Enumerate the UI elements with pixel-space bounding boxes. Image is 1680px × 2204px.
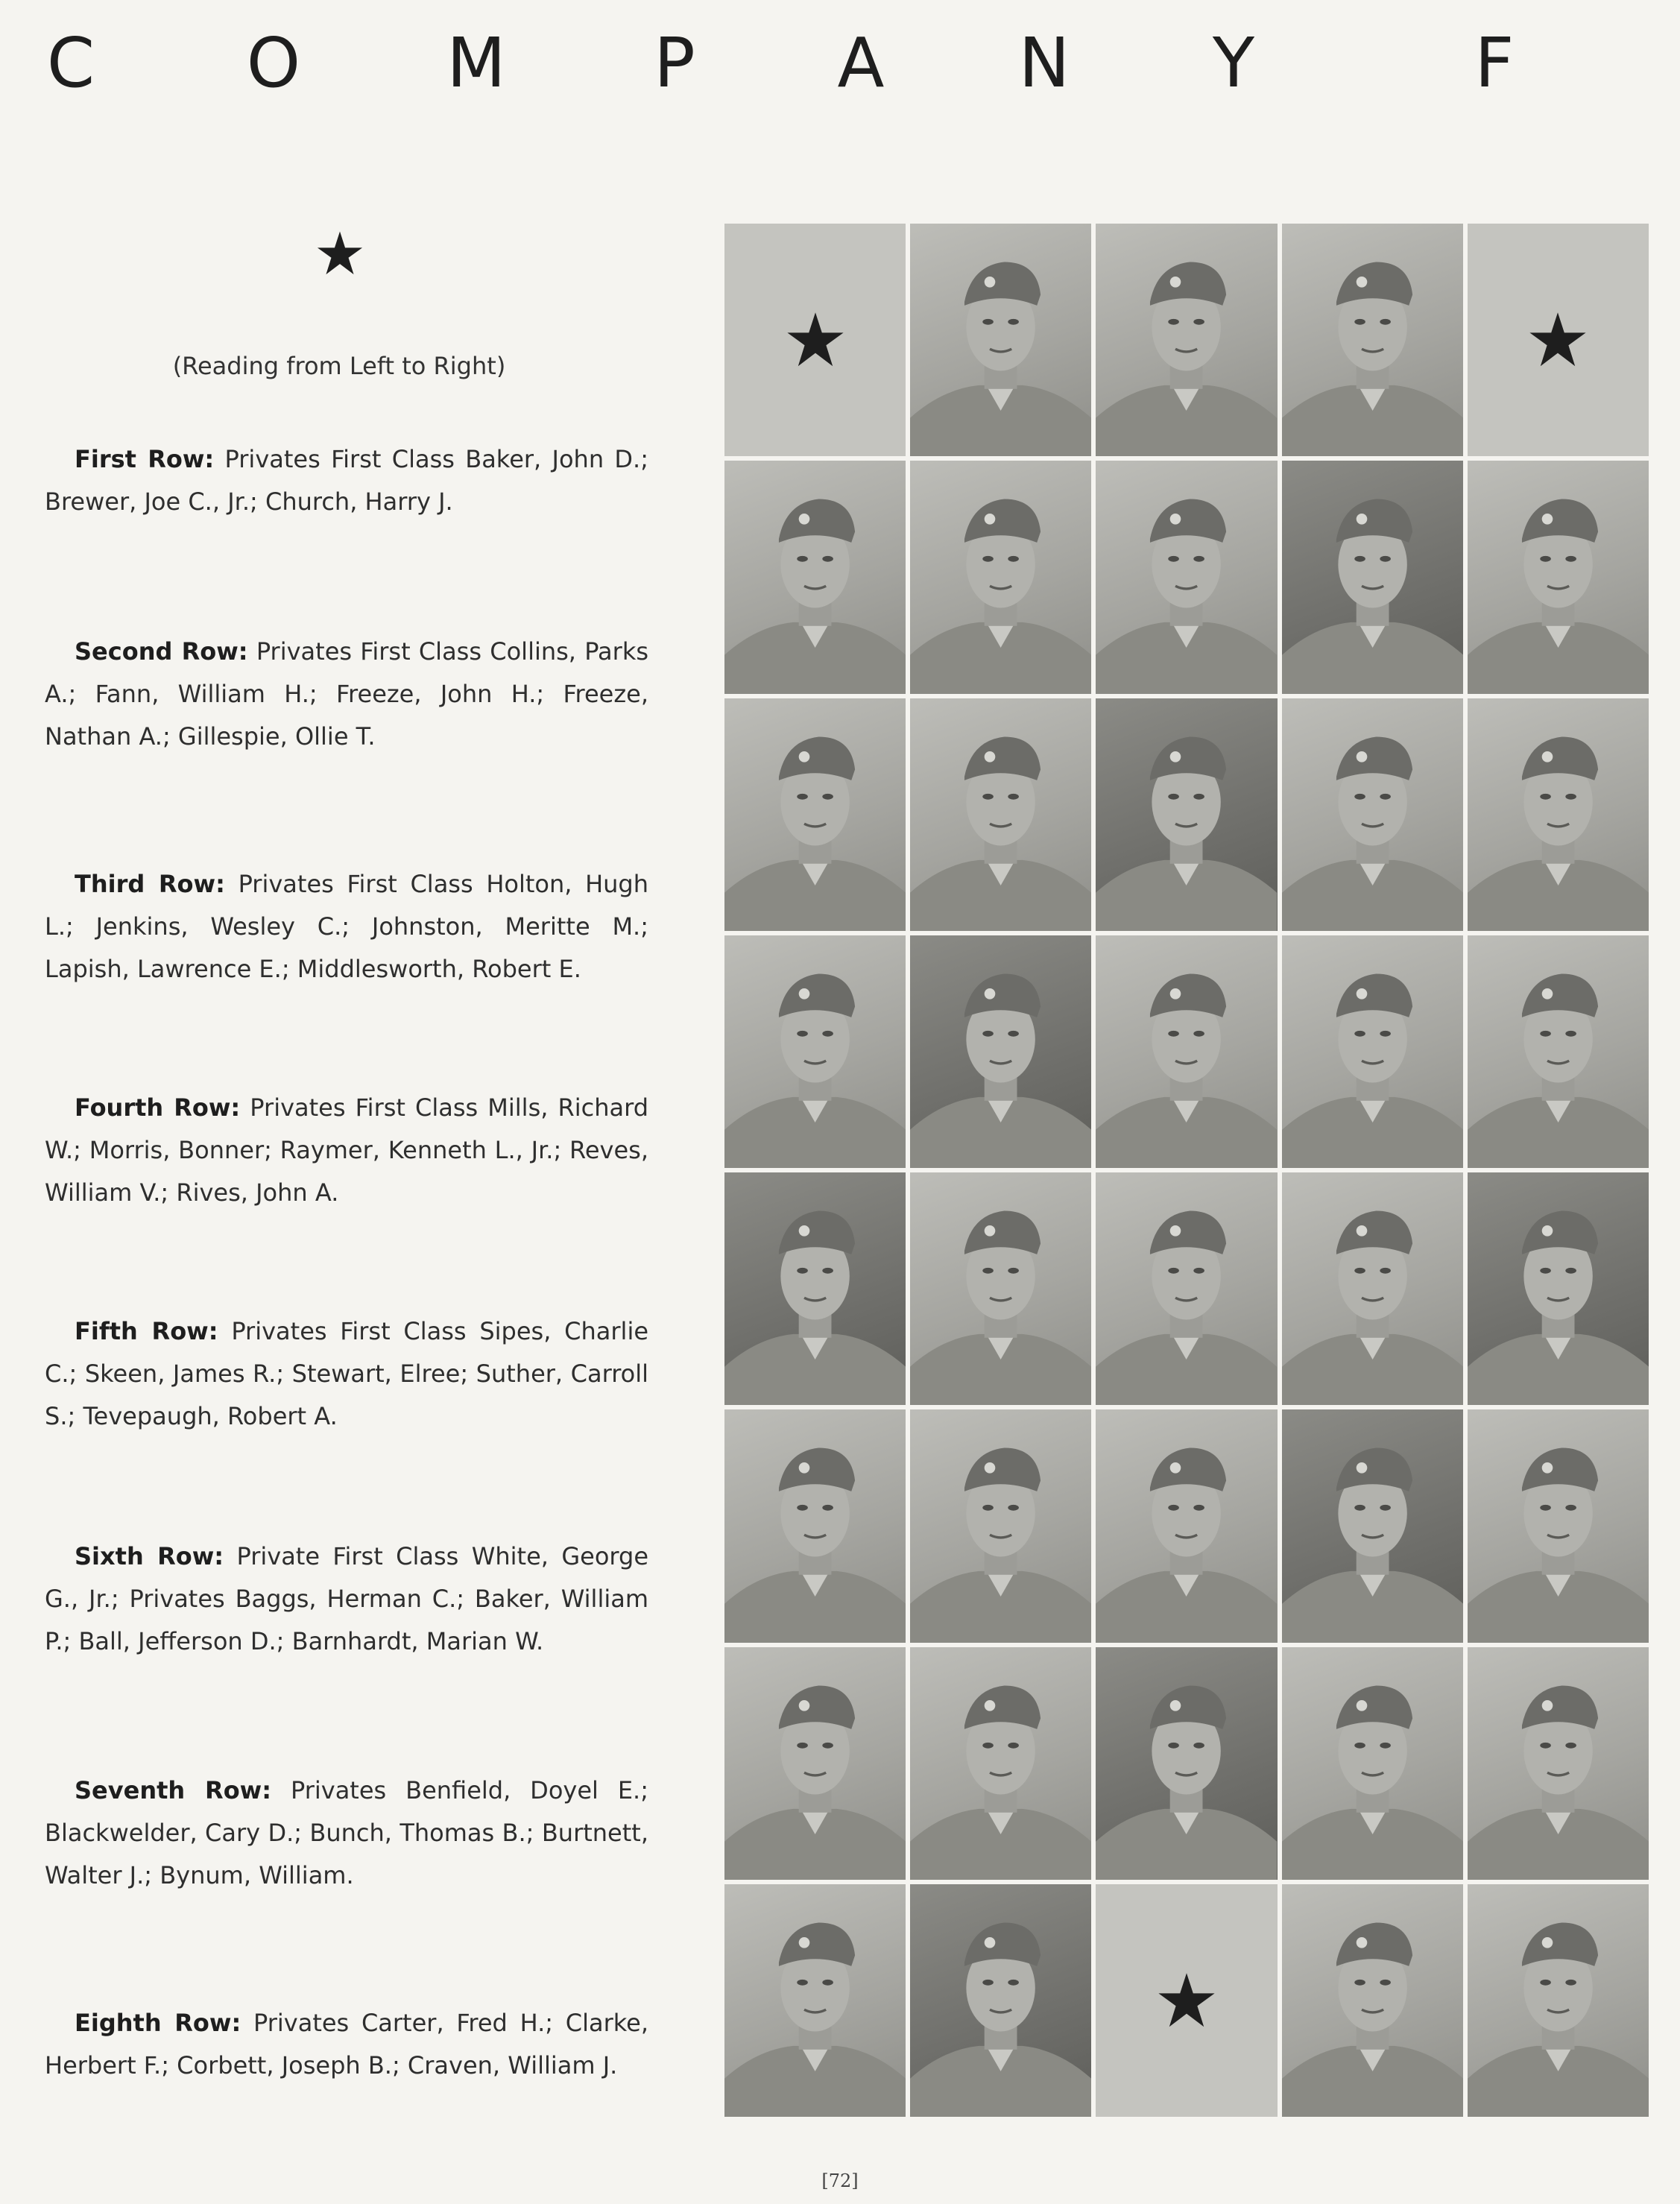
portrait-photo: [1282, 1172, 1463, 1405]
row-names: Privates First Class Baker, John D.; Brewer, Joe C., Jr.; Church, Harry J.: [45, 445, 648, 516]
portrait-photo: [910, 1409, 1091, 1642]
row-names: Privates First Class Collins, Parks A.; Fann, William H.; Freeze, John H.; Freeze, Nathan A.; Gillespie, Ollie T.: [45, 637, 649, 751]
portrait-photo: [1282, 224, 1463, 456]
row-caption: [45, 1535, 648, 1663]
star-icon: [316, 230, 364, 277]
portrait-photo: [910, 461, 1091, 693]
star-icon: [1096, 1884, 1277, 2117]
row-names: Privates Carter, Fred H.; Clarke, Herbert F.; Corbett, Joseph B.; Craven, William J.: [45, 2009, 648, 2080]
row-names: Privates First Class Sipes, Charlie C.; Skeen, James R.; Stewart, Elree; Suther, Carroll S.; Tevepaugh, Robert A.: [45, 1317, 649, 1430]
portrait-photo: [1282, 1409, 1463, 1642]
portrait-photo: [1282, 461, 1463, 693]
portrait-photo: [1468, 1884, 1649, 2117]
star-icon: [724, 224, 906, 456]
portrait-photo: [1468, 698, 1649, 931]
title-letter: M: [446, 23, 506, 103]
title-letter: N: [1018, 23, 1070, 103]
row-label: Sixth Row:: [75, 1542, 224, 1570]
title-letter: C: [46, 23, 95, 103]
row-label: Eighth Row:: [75, 2009, 241, 2037]
portrait-photo: [1096, 461, 1277, 693]
portrait-photo: [910, 1172, 1091, 1405]
portrait-photo: [724, 935, 906, 1168]
row-label: Fourth Row:: [75, 1093, 241, 1122]
row-label: Second Row:: [75, 637, 248, 666]
portrait-photo: [910, 935, 1091, 1168]
portrait-photo: [1096, 224, 1277, 456]
portrait-photo: [724, 1409, 906, 1642]
portrait-photo: [724, 1884, 906, 2117]
title-letter: O: [246, 23, 301, 103]
portrait-photo: [910, 224, 1091, 456]
portrait-photo: [1096, 698, 1277, 931]
row-caption: [45, 1310, 648, 1438]
row-names: Privates Benfield, Doyel E.; Blackwelder, Cary D.; Bunch, Thomas B.; Burtnett, Walter J.; Bynum, William.: [45, 1776, 649, 1889]
row-caption: [45, 1769, 648, 1897]
portrait-photo: [724, 461, 906, 693]
portrait-photo: [1096, 1409, 1277, 1642]
portrait-photo: [910, 1647, 1091, 1880]
row-caption: [45, 438, 648, 523]
portrait-photo: [1282, 698, 1463, 931]
title-letter: Y: [1212, 23, 1255, 103]
row-names: Privates First Class Mills, Richard W.; Morris, Bonner; Raymer, Kenneth L., Jr.; Reves, William V.; Rives, John A.: [45, 1093, 649, 1207]
portrait-photo: [910, 1884, 1091, 2117]
portrait-photo: [1468, 935, 1649, 1168]
page-number: [72]: [821, 2170, 859, 2191]
reading-note: (Reading from Left to Right): [172, 352, 506, 380]
portrait-photo: [910, 698, 1091, 931]
portrait-photo: [724, 1647, 906, 1880]
row-label: Fifth Row:: [75, 1317, 218, 1345]
portrait-photo: [724, 1172, 906, 1405]
row-label: Third Row:: [75, 870, 225, 898]
portrait-photo: [1468, 1409, 1649, 1642]
row-names: Private First Class White, George G., Jr.; Privates Baggs, Herman C.; Baker, William P.; Ball, Jefferson D.; Barnhardt, Marian W.: [45, 1542, 648, 1655]
title-letter: F: [1474, 23, 1515, 103]
row-caption: [45, 631, 648, 758]
row-caption: [45, 1087, 648, 1214]
row-caption: [45, 863, 648, 991]
row-label: Seventh Row:: [75, 1776, 272, 1804]
row-caption: [45, 2002, 648, 2087]
portrait-photo: [1468, 461, 1649, 693]
title-letter: A: [837, 23, 885, 103]
portrait-photo: [1468, 1172, 1649, 1405]
page-title: [30, 22, 1535, 104]
portrait-grid: [724, 224, 1649, 2117]
row-label: First Row:: [75, 445, 215, 473]
star-icon: [1468, 224, 1649, 456]
portrait-photo: [1096, 935, 1277, 1168]
portrait-photo: [1468, 1647, 1649, 1880]
row-names: Privates First Class Holton, Hugh L.; Jenkins, Wesley C.; Johnston, Meritte M.; Lapish, Lawrence E.; Middlesworth, Robert E.: [45, 870, 649, 983]
portrait-photo: [1282, 935, 1463, 1168]
portrait-photo: [724, 698, 906, 931]
portrait-photo: [1096, 1647, 1277, 1880]
title-letter: P: [654, 23, 695, 103]
portrait-photo: [1096, 1172, 1277, 1405]
portrait-photo: [1282, 1647, 1463, 1880]
portrait-photo: [1282, 1884, 1463, 2117]
